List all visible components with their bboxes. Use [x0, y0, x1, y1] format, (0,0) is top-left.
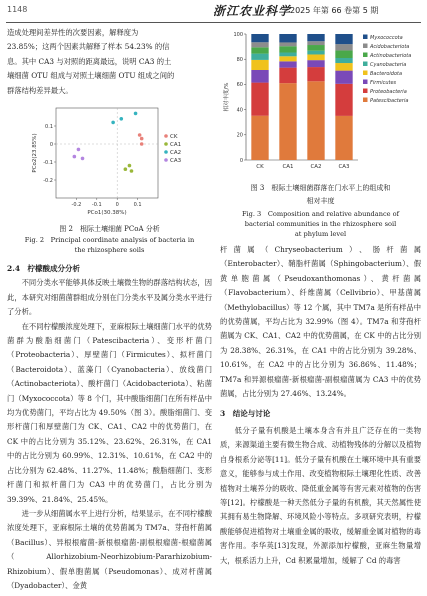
- bar-segment: [335, 63, 352, 71]
- paragraph: 在不同柠檬酸浓度处理下，亚麻根际土壤细菌门水平的优势菌群为酸脂细菌门（Patescibacteria）、变形杆菌门（Proteobacteria）、厚壁菌门（Firmicutes）、拟杆菌门（Bacteroidota）、蓝藻门（Cyanobacteria）、放线菌门（Actinobacteriota）、酸杆菌门（Acidobacteriota）、粘菌门（Myxococcota）等 8 个门，其中酸脂细菌门在所有样品中均为优势菌门，平均占比为 49.50%（图 3）。酸脂细菌门、变形杆菌门和厚壁菌门为 CK、CA1、CA2 中的优势菌门，在 CK 中的占比分别为 35.12%、23.62%、26.31%，在 CA1 中的占比分别为 60.99%、12.31%、10.61%，在 CA2 中的占比分别为 62.48%、11.27%、11.48%；酸脂细菌门、变形杆菌门和拟杆菌门为 CA3 中的优势菌门，占比分别为 39.39%、21.84%、25.45%。: [7, 321, 212, 504]
- legend-marker: [164, 158, 168, 162]
- legend-label: Myxococcota: [370, 34, 403, 41]
- bar-segment: [279, 34, 296, 42]
- section-heading-3: 3 结论与讨论: [220, 409, 271, 419]
- bar-segment: [279, 42, 296, 46]
- legend-label: CA3: [170, 158, 182, 164]
- point-ca1: [130, 169, 134, 173]
- header-rule: [6, 22, 421, 23]
- bar-segment: [251, 83, 268, 116]
- left-body: [7, 262, 212, 593]
- bar-segment: [279, 53, 296, 57]
- x-tick-label: -0.1: [91, 202, 102, 208]
- legend-swatch: [363, 80, 368, 85]
- point-ck: [138, 133, 142, 137]
- paragraph: 不同分类水平能够具体反映土壤微生物的群落结构状态，因此，本研究对细菌菌群组成分别在门分类水平及属分类水平进行了分析。: [7, 278, 212, 317]
- bar-segment: [279, 61, 296, 67]
- bar-segment: [279, 83, 296, 160]
- point-ca1: [128, 164, 132, 168]
- x-tick-label: CA3: [338, 164, 350, 170]
- bar-segment: [251, 54, 268, 60]
- intro-line: 息。其中 CA3 与对照的距离最远，说明 CA3 的土: [7, 56, 172, 66]
- phylum-stacked-bar-chart: [218, 28, 423, 198]
- y-tick-label: -0.1: [43, 159, 53, 166]
- bar-segment: [307, 45, 324, 51]
- legend-label: CK: [170, 134, 178, 140]
- y-tick-label: 80: [236, 57, 243, 63]
- legend-swatch: [363, 35, 368, 40]
- legend-swatch: [363, 53, 368, 58]
- y-axis-label: PCo2(23.85%): [32, 133, 38, 173]
- point-ca1: [124, 167, 128, 171]
- bar-segment: [251, 116, 268, 160]
- legend-label: Firmicutes: [370, 79, 397, 86]
- y-tick-label: 60: [236, 82, 243, 89]
- x-tick-label: CA1: [282, 164, 294, 170]
- legend-swatch: [363, 44, 368, 49]
- intro-line: 23.85%；这两个因素共解释了样本 54.23% 的信: [7, 42, 170, 52]
- issue-info: 2025 年第 66 卷第 5 期: [290, 6, 379, 15]
- pcoa-chart: [8, 100, 213, 220]
- legend-swatch: [363, 71, 368, 76]
- legend-marker: [164, 150, 168, 154]
- intro-line: 造成处理间差异性的次要因素，解释度为: [7, 28, 139, 37]
- fig3-caption-cn-1: 图 3 根际土壤细菌群落在门水平上的组成和: [250, 184, 391, 192]
- x-axis-label: PCo1(30.38%): [87, 210, 127, 216]
- bar-segment: [335, 34, 352, 44]
- legend-label: Actinobacteriota: [370, 52, 412, 59]
- intro-line: 群落结构差异最大。: [7, 85, 73, 95]
- point-ca2: [134, 112, 138, 116]
- paragraph: 杆菌属（Chryseobacterium）、肠杆菌属（Enterobacter）、鞘脂杆菌属（Sphingobacterium）、假黄单胞菌属（Pseudoxanthomonas）、黄杆菌属（Flavobacterium）、纤维菌属（Cellvibrio）、甲基菌属（Methylobacillus）等 12 个属，其中 TM7a 是所有样品中的优势菌属，平均占比为 32.99%（图 4）。TM7a 和芽孢杆菌属为 CK、CA1、CA2 中的优势菌属，在 CK 中的占比分别为 28.38%、26.31%，在 CA1 中的占比分别为 39.28%、10.61%，在 CA2 中的占比分别为 36.86%、11.48%；TM7a 和异源根瘤菌-新根瘤菌-副根瘤菌属为 CA3 中的优势菌属，占比分别为 27.46%、13.24%。: [220, 245, 421, 399]
- legend-swatch: [363, 62, 368, 67]
- bar-segment: [307, 51, 324, 55]
- y-tick-label: 0: [239, 157, 243, 164]
- bar-segment: [335, 116, 352, 160]
- bar-segment: [335, 50, 352, 58]
- bar-segment: [279, 56, 296, 61]
- bar-segment: [335, 44, 352, 50]
- x-tick-label: -0.2: [71, 202, 82, 208]
- section-heading-2-4: 2.4 柠檬酸成分分析: [7, 264, 81, 273]
- y-tick-label: 0: [49, 141, 53, 148]
- legend-label: CA2: [170, 150, 182, 156]
- fig3-caption-en-2: bacterial communities in the rhizosphere soil: [244, 220, 397, 228]
- bar-segment: [335, 71, 352, 84]
- y-tick-label: 0.1: [45, 123, 53, 130]
- legend-swatch: [363, 98, 368, 103]
- legend-label: Patescibacteria: [370, 97, 409, 104]
- page-number: 1148: [7, 5, 28, 14]
- x-tick-label: CK: [256, 164, 264, 170]
- point-ca3: [77, 148, 81, 152]
- bar-segment: [251, 34, 268, 42]
- legend-marker: [164, 142, 168, 146]
- left-intro: [7, 26, 212, 98]
- bar-segment: [251, 42, 268, 47]
- bar-segment: [335, 84, 352, 116]
- fig2-caption-en-2: the rhizosphere soils: [74, 246, 145, 254]
- plot-frame: [56, 108, 158, 198]
- point-ca2: [119, 117, 123, 121]
- y-tick-label: 100: [233, 31, 243, 38]
- fig3-caption-en-3: at phylum level: [294, 230, 347, 238]
- y-tick-label: 20: [236, 132, 243, 139]
- point-ca3: [73, 155, 77, 159]
- x-tick-label: 0: [115, 202, 119, 208]
- bar-segment: [307, 34, 324, 41]
- bar-segment: [307, 67, 324, 81]
- legend-label: Bacteroidota: [370, 70, 403, 77]
- fig2-caption-cn: 图 2 根际土壤细菌 PCoA 分析: [59, 225, 160, 233]
- intro-line: 壤细菌 OTU 组成与对照土壤细菌 OTU 组成之间的: [7, 71, 175, 81]
- x-tick-label: CA2: [310, 164, 322, 170]
- paragraph: 进一步从细菌属水平上进行分析，结果显示，在不同柠檬酸浓度处理下，亚麻根际土壤的优势菌属为 TM7a、芽孢杆菌属（Bacillus）、异根根瘤菌-新根根瘤菌-副根根瘤菌-根瘤菌属（Allorhizobium-Neorhizobium-Pararhizobium-Rhizobium）、假单胞菌属（Pseudomonas）、成对杆菌属（Dyadobacter）、金黄: [7, 508, 212, 590]
- bar-segment: [251, 70, 268, 83]
- legend-marker: [164, 134, 168, 138]
- bar-segment: [279, 68, 296, 84]
- legend-swatch: [363, 89, 368, 94]
- point-ck: [140, 137, 144, 141]
- right-body: [220, 243, 421, 568]
- point-ck: [140, 142, 144, 146]
- fig2-caption-en-1: Fig. 2 Principal coordinate analysis of bacteria in: [24, 236, 195, 244]
- bar-segment: [251, 47, 268, 53]
- y-axis-label: 相对丰度/%: [224, 82, 230, 112]
- bar-segment: [307, 60, 324, 67]
- legend-label: Proteobacteria: [370, 88, 407, 95]
- point-ca3: [81, 157, 85, 161]
- bar-segment: [279, 46, 296, 52]
- fig3-caption-en-1: Fig. 3 Composition and relative abundance of: [241, 210, 400, 218]
- fig3-caption-cn-2: 相对丰度: [306, 197, 335, 205]
- y-tick-label: 40: [236, 107, 243, 114]
- bar-segment: [307, 54, 324, 60]
- legend-label: CA1: [170, 142, 182, 148]
- journal-title: 浙江农业科学: [213, 4, 292, 18]
- bar-segment: [251, 60, 268, 70]
- point-ca2: [111, 121, 115, 125]
- x-tick-label: 0.1: [133, 202, 142, 208]
- legend-label: Cyanobacteria: [370, 61, 407, 68]
- legend-label: Acidobacteriota: [370, 43, 410, 50]
- bar-segment: [335, 58, 352, 63]
- bar-segment: [307, 41, 324, 45]
- y-tick-label: -0.2: [43, 177, 53, 184]
- paragraph: 低分子量有机酸是土壤本身含有并且广泛存在的一类物质，来源渠道主要有微生物合成、动植物残体的分解以及植物自身根系分泌等[11]。低分子量有机酸在土壤环境中具有重要意义，能够参与成土作用、改变植物根际土壤理化性质、改善植物对土壤养分的吸收、降低重金属等有害元素对植物的伤害等[12]。柠檬酸是一种天然低分子量的有机酸，其天然属性使其拥有易生物降解、环境风险小等特点。多项研究表明，柠檬酸能够促进植物对土壤重金属的吸收，缓解重金属对植物的毒害作用。李华英[13]发现，外源添加柠檬酸，亚麻生物量增大，根系活力上升，Cd 积累量增加，缓解了 Cd 的毒害: [220, 425, 421, 565]
- bar-segment: [307, 81, 324, 160]
